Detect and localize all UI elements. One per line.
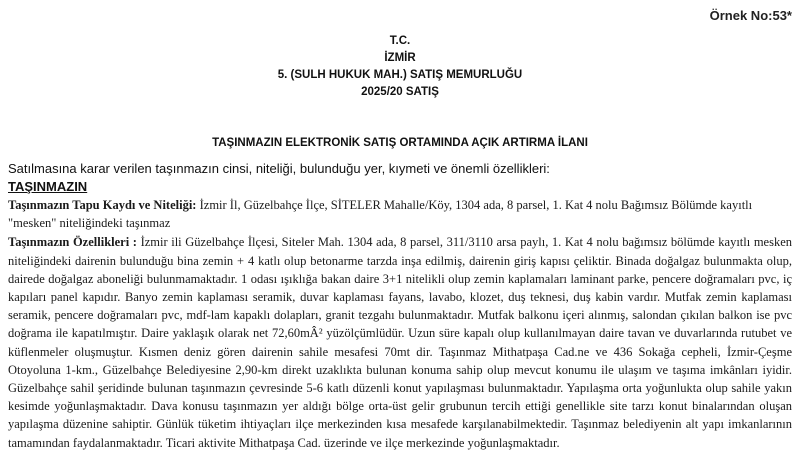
document-reference-number: Örnek No:53* <box>709 8 792 23</box>
ozellik-text: İzmir ili Güzelbahçe İlçesi, Siteler Mah. 1304 ada, 8 parsel, 311/3110 arsa paylı, 1. Kat 4 nolu bağımsız bölümde kayıtlı mesken niteliğindeki dairenin bulunduğu bina zemin + 4 katlı olup betonarme tarzda inşa edilmiş, dairenin giriş kapısı çeliktir. Binada doğalgaz bulunmakta olup, dairede doğalgaz aboneliği bulunmamaktadır. 1 odası ışıklığa bakan daire 3+1 nitelikli olup zemin kaplamaları laminant parke, pencere doğramaları pvc, iç kapıları panel kapıdır. Banyo zemin kaplaması seramik, duvar kaplaması fayans, lavabo, klozet, duş teknesi, duş kabin vardır. Mutfak zemin kaplaması seramik, pencere doğramaları pvc, mdf-lam kapaklı dolapları, granit tezgahı bulunmaktadır. Mutfak balkonu içeri alınmış, salondan çıkılan balkon ise pvc doğrama ile kapatılmıştır. Daire yaklaşık olarak net 72,60mÂ² yüzölçümlüdür. Uzun süre kapalı olup kullanılmayan daire tavan ve duvarlarında rutubet ve küflenmeler oluşmuştur. Kısmen deniz gören dairenin sahile mesafesi 70mt dir. Taşınmaz Mithatpaşa Cad.ne ve 436 Sokağa cepheli, İzmir-Çeşme Otoyoluna 1-km., Güzelbahçe Belediyesine 2,90-km direkt uzaklıkta bulunan konuma sahip olup mevcut konumu ile ulaşım ve taşıma imkânları iyidir. Güzelbahçe sahil şeridinde bulunan taşınmazın çevresinde 5-6 katlı düzenli konut yapılaşması bulunmaktadır. Yapılaşma orta yoğunlukta olup sahile yakın kesimde yoğunlaşmaktadır. Dava konusu taşınmazın yer aldığı bölge orta-üst gelir grubunun tercih ettiği genellikle site tarzı konut binalarından oluşan yapılaşma düzenine sahiptir. Günlük tüketim ihtiyaçları ilçe merkezinden kısa mesafede karşılanabilmektedir. Taşınmaz belediyenin alt yapı imkanlarının tamamından faydalanmaktadır. Ticari aktivite Mithatpaşa Cad. üzerinde ve ilçe merkezinde yoğunlaşmaktadır. <box>8 235 792 450</box>
document-header <box>0 33 800 101</box>
ozellik-paragraph <box>8 233 792 451</box>
ozellik-label: Taşınmazın Özellikleri : <box>8 235 137 250</box>
section-heading: TAŞINMAZIN <box>8 179 88 194</box>
tapu-text: İzmir İl, Güzelbahçe İlçe, SİTELER Mahalle/Köy, 1304 ada, 8 parsel, 1. Kat 4 nolu Bağımsız Bölümde kayıtlı "mesken" niteliğindeki taşınmaz <box>8 198 753 231</box>
header-file-number: 2025/20 SATIŞ <box>361 86 439 98</box>
tapu-paragraph <box>8 196 792 232</box>
notice-title: TAŞINMAZIN ELEKTRONİK SATIŞ ORTAMINDA AÇIK ARTIRMA İLANI <box>212 137 588 149</box>
tapu-label: Taşınmazın Tapu Kaydı ve Niteliği: <box>8 198 197 212</box>
header-city: İZMİR <box>384 52 416 64</box>
header-office: 5. (SULH HUKUK MAH.) SATIŞ MEMURLUĞU <box>277 69 523 81</box>
header-country: T.C. <box>389 35 411 47</box>
intro-text: Satılmasına karar verilen taşınmazın cinsi, niteliği, bulunduğu yer, kıymeti ve önemli özellikleri: <box>8 161 550 176</box>
document-body <box>8 196 792 452</box>
